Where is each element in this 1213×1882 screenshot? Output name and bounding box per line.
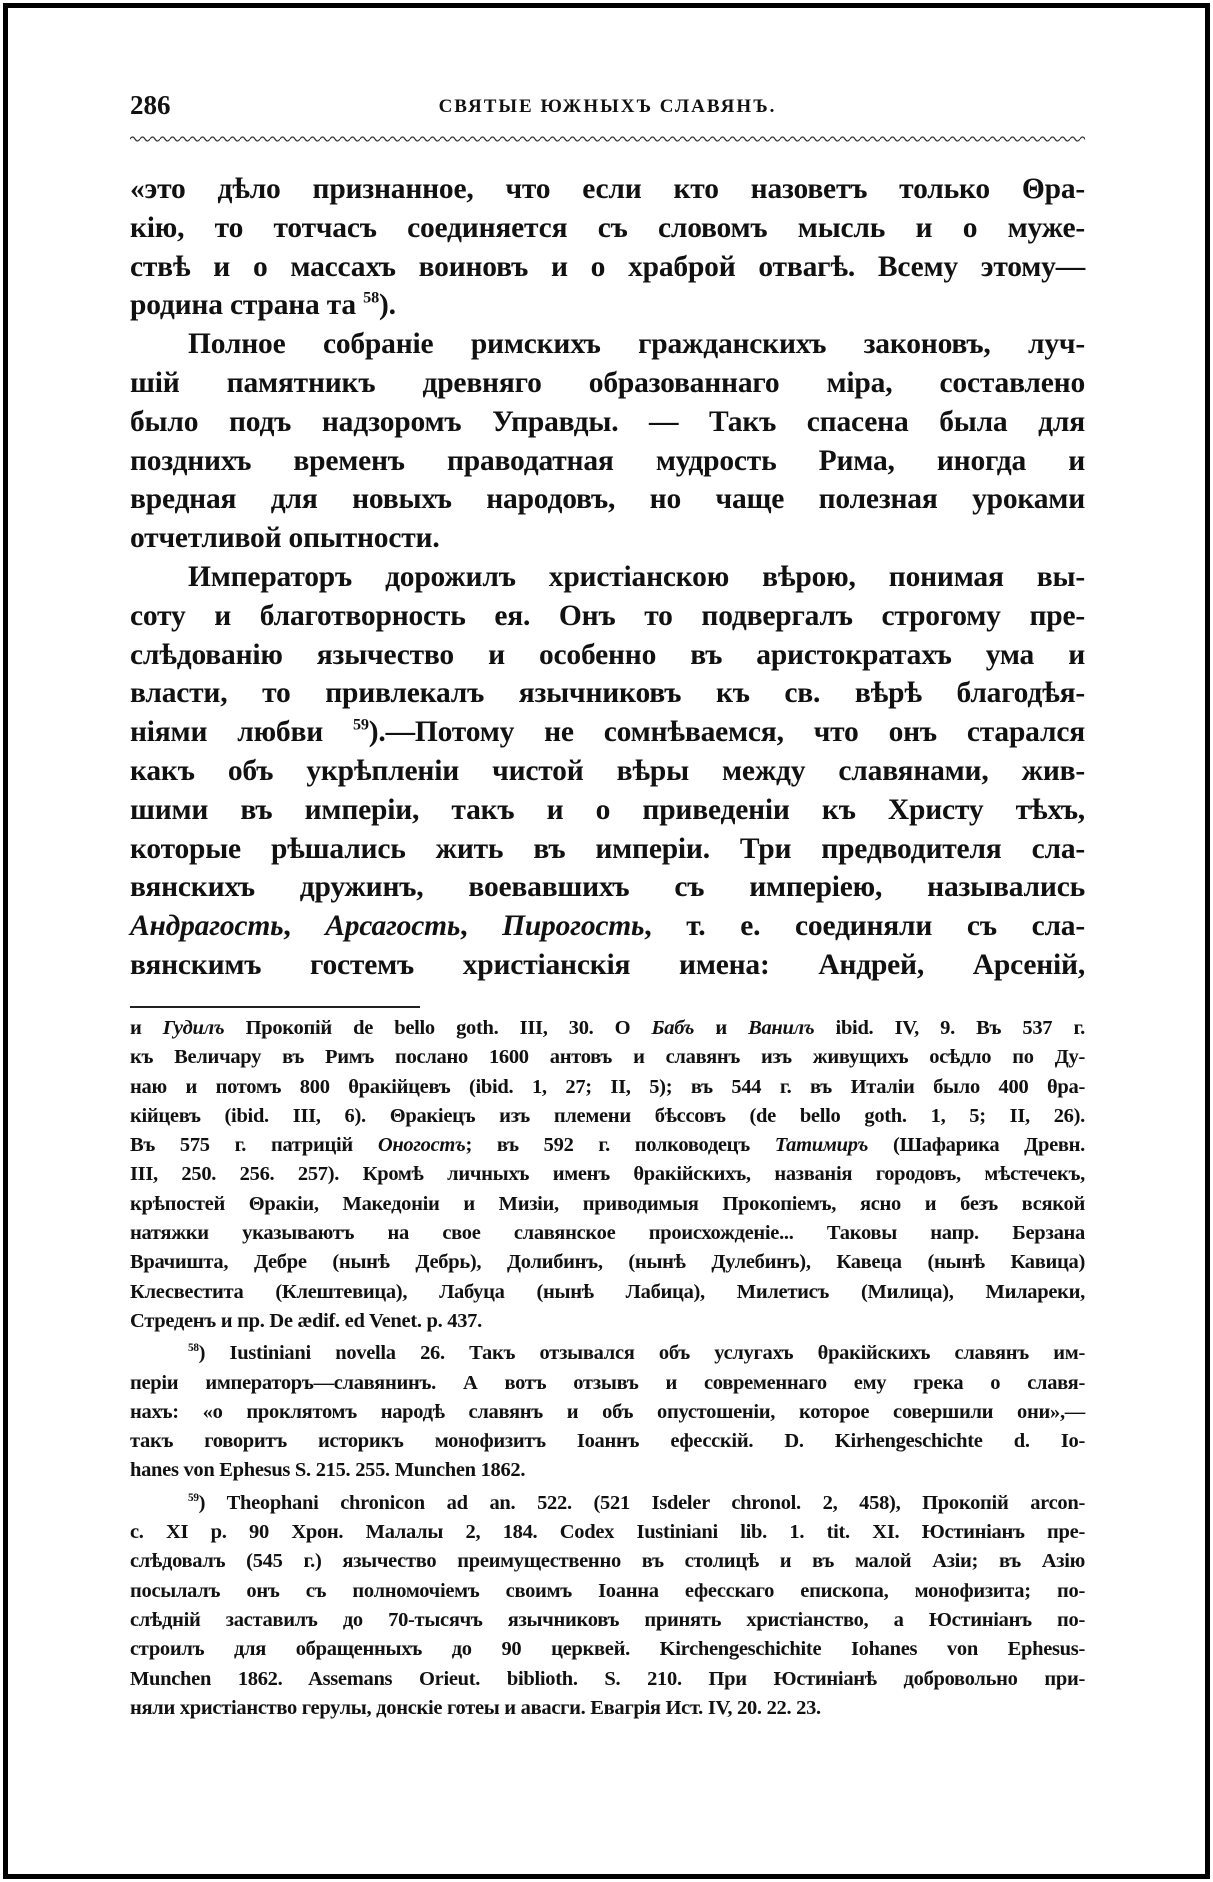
text-run: ibid. IV, 9. Въ 537 г. bbox=[814, 1017, 1085, 1039]
text-run: нахъ: «о проклятомъ народѣ славянъ и объ опустошеніи, которое совершили они»,— bbox=[130, 1400, 1085, 1423]
italic-name: Оногостъ bbox=[377, 1134, 466, 1157]
text-line bbox=[130, 480, 1085, 519]
text-run: вянскихъ дружинъ, воевавшихъ съ имперіею, назывались bbox=[130, 871, 1085, 904]
footnote-line bbox=[130, 1248, 1085, 1277]
footnote-line bbox=[130, 1518, 1085, 1547]
text-run: Врачишта, Дебре (нынѣ Дебрь), Долибинъ, (нынѣ Дулебинъ), Кавеца (нынѣ Кавица) bbox=[130, 1251, 1085, 1274]
footnote-line bbox=[130, 1102, 1085, 1131]
text-run: и bbox=[694, 1017, 749, 1039]
footnote bbox=[130, 1014, 1085, 1336]
text-line bbox=[130, 830, 1085, 869]
italic-name: Татимиръ bbox=[774, 1134, 869, 1157]
text-run: Клесвестита (Клештевица), Лабуца (нынѣ Лабица), Милетисъ (Милица), Милареки, bbox=[130, 1280, 1085, 1303]
text-run: отчетливой опытности. bbox=[130, 522, 440, 555]
wavy-rule bbox=[130, 134, 1085, 144]
text-run: ствѣ и о массахъ воиновъ и о храброй отвагѣ. Всему этому— bbox=[130, 250, 1085, 283]
footnote-line bbox=[130, 1160, 1085, 1189]
text-run: періи императоръ—славянинъ. А вотъ отзывъ и современнаго ему грека о славя- bbox=[130, 1371, 1085, 1394]
text-line bbox=[130, 752, 1085, 791]
text-run: шими въ имперіи, такъ и о приведеніи къ Христу тѣхъ, bbox=[130, 793, 1085, 826]
text-run: шій памятникъ древняго образованнаго міра, составлено bbox=[130, 366, 1085, 399]
text-run: строилъ для обращенныхъ до 90 церквей. Kirchengeschichite Iohanes von Ephesus- bbox=[130, 1638, 1085, 1661]
text-run: c. XI p. 90 Хрон. Малалы 2, 184. Codex Iustiniani lib. 1. tit. XI. Юстиніанъ пре- bbox=[130, 1521, 1085, 1544]
footnote-line bbox=[130, 1606, 1085, 1635]
text-run: ніями любви bbox=[130, 716, 353, 749]
footnote-line bbox=[130, 1635, 1085, 1664]
footnote-ref: 59 bbox=[352, 715, 369, 734]
running-title: СВЯТЫЕ ЮЖНЫХЪ СЛАВЯНЪ. bbox=[438, 96, 777, 117]
text-line bbox=[130, 674, 1085, 713]
text-run: родина страна та bbox=[130, 289, 364, 322]
text-run: слѣдованію язычество и особенно въ аристократахъ ума и bbox=[130, 638, 1085, 671]
text-line bbox=[130, 403, 1085, 442]
text-run: такъ говоритъ историкъ монофизитъ Іоаннъ ефесскій. D. Kirhengeschichte d. Іо- bbox=[130, 1430, 1085, 1453]
text-run: hanes von Ephesus S. 215. 255. Munchen 1862. bbox=[130, 1459, 526, 1482]
text-run: посылалъ онъ съ полномочіемъ своимъ Іоанна ефесскаго епископа, монофизита; по- bbox=[130, 1579, 1085, 1602]
text-line bbox=[130, 325, 1085, 364]
text-line bbox=[130, 791, 1085, 830]
footnote bbox=[130, 1339, 1085, 1485]
text-run: къ Величару въ Римъ послано 1600 антовъ и славянъ изъ живущихъ осѣдло по Ду- bbox=[130, 1046, 1085, 1069]
footnote-line bbox=[130, 1456, 1085, 1485]
footnote-line bbox=[130, 1694, 1085, 1723]
text-run: «это дѣло признанное, что если кто назоветъ только Θра- bbox=[130, 173, 1085, 205]
text-run: натяжки указываютъ на свое славянское происхожденіе... Таковы напр. Берзана bbox=[130, 1222, 1085, 1245]
footnote-ref: 58 bbox=[363, 289, 379, 308]
footnote-line bbox=[130, 1369, 1085, 1398]
text-run: соту и благотворность ея. Онъ то подвергалъ строгому пре- bbox=[130, 599, 1085, 632]
text-line bbox=[130, 907, 1085, 946]
text-line bbox=[130, 558, 1085, 597]
footnote-line bbox=[130, 1339, 1085, 1368]
italic-name: Арсагость bbox=[325, 910, 461, 943]
italic-name: Бабъ bbox=[651, 1017, 695, 1039]
text-run: ). bbox=[378, 289, 396, 322]
text-run: Въ 575 г. патрицій bbox=[130, 1134, 378, 1157]
text-run: кійцевъ (ibid. III, 6). Θракіецъ изъ племени бѣссовъ (de bello goth. 1, 5; II, 26). bbox=[130, 1104, 1085, 1127]
footnote-line bbox=[130, 1547, 1085, 1576]
text-line bbox=[130, 286, 1085, 325]
italic-name: Андрагость bbox=[130, 910, 284, 943]
text-run: ; въ 592 г. полководецъ bbox=[465, 1134, 775, 1157]
text-line bbox=[130, 248, 1085, 287]
text-run: было подъ надзоромъ Управды. — Такъ спасена была для bbox=[130, 405, 1085, 438]
footnote-line bbox=[130, 1131, 1085, 1160]
footnote-line bbox=[130, 1190, 1085, 1219]
text-run: III, 250. 256. 257). Кромѣ личныхъ именъ θракійскихъ, названія городовъ, мѣстечекъ, bbox=[130, 1163, 1085, 1186]
text-run: вянскимъ гостемъ христіанскія имена: Андрей, Арсеній, bbox=[130, 948, 1085, 981]
text-run: , т. е. соединяли съ сла- bbox=[644, 910, 1085, 943]
text-line bbox=[130, 946, 1085, 985]
text-line bbox=[130, 713, 1085, 752]
footnote-ref: 59 bbox=[188, 1491, 199, 1504]
text-run: , bbox=[283, 910, 326, 943]
footnote-line bbox=[130, 1427, 1085, 1456]
text-run: какъ объ укрѣпленіи чистой вѣры между славянами, жив- bbox=[130, 754, 1085, 787]
text-line bbox=[130, 170, 1085, 209]
text-run: , bbox=[460, 910, 503, 943]
text-line bbox=[130, 519, 1085, 558]
footnote-ref: 58 bbox=[188, 1342, 199, 1355]
footnote-line bbox=[130, 1398, 1085, 1427]
text-run: Стреденъ и пр. De ædif. ed Venet. p. 437. bbox=[130, 1309, 482, 1332]
text-line bbox=[130, 597, 1085, 636]
text-run: Прокопій de bello goth. III, 30. О bbox=[224, 1017, 652, 1039]
text-run: позднихъ временъ праводатная мудрость Рима, иногда и bbox=[130, 444, 1085, 477]
italic-name: Ванилъ bbox=[748, 1017, 815, 1039]
footnote-line bbox=[130, 1577, 1085, 1606]
footnote-line bbox=[130, 1073, 1085, 1102]
italic-name: Пирогость bbox=[502, 910, 645, 943]
footnotes bbox=[130, 1014, 1085, 1726]
text-run: Munchen 1862. Assemans Orieut. biblioth. S. 210. При Юстиніанѣ добровольно при- bbox=[130, 1667, 1085, 1690]
footnote-line bbox=[130, 1665, 1085, 1694]
text-line bbox=[130, 636, 1085, 675]
text-line bbox=[130, 442, 1085, 481]
footnote-line bbox=[130, 1219, 1085, 1248]
footnote-line bbox=[130, 1014, 1085, 1043]
text-run: наю и потомъ 800 θракійцевъ (ibid. 1, 27; II, 5); въ 544 г. въ Италіи было 400 θра- bbox=[130, 1075, 1085, 1098]
text-run: и bbox=[130, 1017, 163, 1039]
text-line bbox=[130, 209, 1085, 248]
text-run: крѣпостей Θракіи, Македоніи и Мизіи, приводимыя Прокопіемъ, ясно и безъ всякой bbox=[130, 1192, 1085, 1215]
text-run: ) Theophani chronicon ad an. 522. (521 Isdeler chronol. 2, 458), Прокопій arcon- bbox=[198, 1491, 1085, 1514]
text-run: ) Iustiniani novella 26. Такъ отзывался объ услугахъ θракійскихъ славянъ им- bbox=[198, 1342, 1085, 1365]
text-line bbox=[130, 364, 1085, 403]
footnote-line bbox=[130, 1278, 1085, 1307]
footnote bbox=[130, 1489, 1085, 1723]
text-run: слѣдовалъ (545 г.) язычество преимущественно въ столицѣ и въ малой Азіи; въ Азію bbox=[130, 1550, 1085, 1573]
body-text bbox=[130, 170, 1085, 985]
footnote-separator bbox=[130, 1006, 420, 1008]
text-run: кію, то тотчасъ соединяется съ словомъ мысль и о муже- bbox=[130, 211, 1085, 244]
page-number: 286 bbox=[130, 90, 171, 120]
italic-name: Гудилъ bbox=[162, 1017, 225, 1039]
footnote-line bbox=[130, 1043, 1085, 1072]
text-run: ).—Потому не сомнѣваемся, что онъ старался bbox=[368, 716, 1085, 749]
footnote-line bbox=[130, 1307, 1085, 1336]
text-run: которые рѣшались жить въ имперіи. Три предводителя сла- bbox=[130, 832, 1085, 865]
text-run: няли христіанство герулы, донскіе готеы и авасги. Евагрія Ист. IV, 20. 22. 23. bbox=[130, 1696, 821, 1719]
footnote-line bbox=[130, 1489, 1085, 1518]
text-run: власти, то привлекалъ язычниковъ къ св. вѣрѣ благодѣя- bbox=[130, 677, 1085, 710]
text-run: (Шафарика Древн. bbox=[868, 1134, 1085, 1157]
text-run: слѣдній заставилъ до 70-тысячъ язычниковъ принять христіанство, а Юстиніанъ по- bbox=[130, 1608, 1085, 1631]
text-run: Императоръ дорожилъ христіанскою вѣрою, понимая вы- bbox=[188, 560, 1085, 593]
text-run: вредная для новыхъ народовъ, но чаще полезная уроками bbox=[130, 483, 1085, 516]
text-run: Полное собраніе римскихъ гражданскихъ законовъ, луч- bbox=[188, 328, 1085, 361]
text-line bbox=[130, 868, 1085, 907]
